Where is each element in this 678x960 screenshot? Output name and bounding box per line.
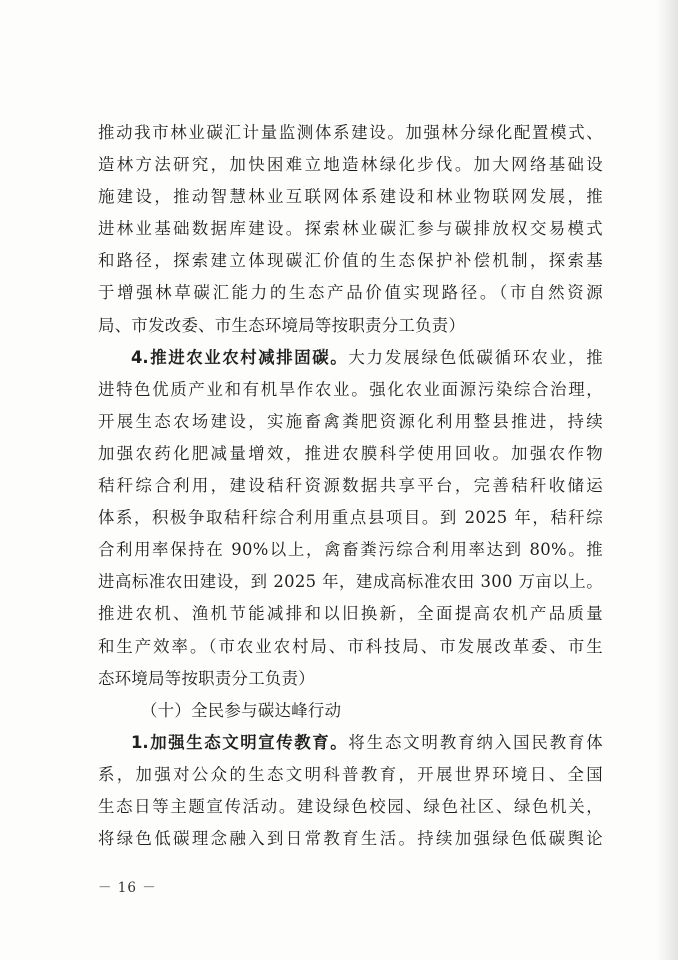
paragraph-line: 进特色优质产业和有机旱作农业。强化农业面源污染综合治理， bbox=[98, 379, 603, 399]
paragraph-line: 加强农药化肥减量增效，推进农膜科学使用回收。加强农作物 bbox=[98, 443, 603, 463]
body-text bbox=[98, 117, 603, 855]
paragraph-line: 态环境局等按职责分工负责） bbox=[98, 668, 315, 688]
section-4-first-line bbox=[98, 342, 603, 374]
paragraph-line: 和路径，探索建立体现碳汇价值的生态保护补偿机制，探索基 bbox=[98, 251, 603, 271]
paragraph-line: 于增强林草碳汇能力的生态产品价值实现路径。（市自然资源 bbox=[98, 283, 603, 303]
paragraph-line: 施建设，推动智慧林业互联网体系建设和林业物联网发展，推 bbox=[98, 187, 603, 207]
paragraph-line: 推进农机、渔机节能减排和以旧换新，全面提高农机产品质量 bbox=[98, 604, 603, 624]
paragraph-line: 开展生态农场建设，实施畜禽粪肥资源化利用整县推进，持续 bbox=[98, 411, 603, 431]
paragraph-text: 大力发展绿色低碳循环农业，推 bbox=[348, 347, 603, 367]
paragraph-line: 将绿色低碳理念融入到日常教育生活。持续加强绿色低碳舆论 bbox=[98, 829, 603, 849]
page-number: － 16 － bbox=[98, 880, 157, 896]
section-heading: 1.加强生态文明宣传教育。 bbox=[131, 732, 349, 752]
section-heading-10: （十）全民参与碳达峰行动 bbox=[141, 700, 342, 720]
section-1-first-line bbox=[98, 727, 603, 759]
paragraph-line: 合利用率保持在 90%以上，禽畜粪污综合利用率达到 80%。推 bbox=[98, 540, 603, 560]
paragraph-line: 系，加强对公众的生态文明科普教育，开展世界环境日、全国 bbox=[98, 764, 603, 784]
paragraph-line: 秸秆综合利用，建设秸秆资源数据共享平台，完善秸秆收储运 bbox=[98, 476, 603, 496]
paragraph-line: 和生产效率。（市农业农村局、市科技局、市发展改革委、市生 bbox=[98, 636, 603, 656]
paragraph-line: 推动我市林业碳汇计量监测体系建设。加强林分绿化配置模式、 bbox=[98, 123, 603, 142]
paragraph-line: 进林业基础数据库建设。探索林业碳汇参与碳排放权交易模式 bbox=[98, 219, 603, 239]
section-heading: 4.推进农业农村减排固碳。 bbox=[131, 347, 349, 367]
paragraph-line: 体系，积极争取秸秆综合利用重点县项目。到 2025 年，秸秆综 bbox=[98, 508, 603, 528]
scan-edge-shadow bbox=[656, 0, 678, 960]
paragraph-line: 进高标准农田建设，到 2025 年，建成高标准农田 300 万亩以上。 bbox=[98, 572, 603, 592]
paragraph-line: 生态日等主题宣传活动。建设绿色校园、绿色社区、绿色机关， bbox=[98, 796, 603, 816]
paragraph-line: 局、市发改委、市生态环境局等按职责分工负责） bbox=[98, 315, 466, 335]
paragraph-text: 将生态文明教育纳入国民教育体 bbox=[348, 732, 603, 752]
paragraph-line: 造林方法研究，加快困难立地造林绿化步伐。加大网络基础设 bbox=[98, 155, 603, 175]
